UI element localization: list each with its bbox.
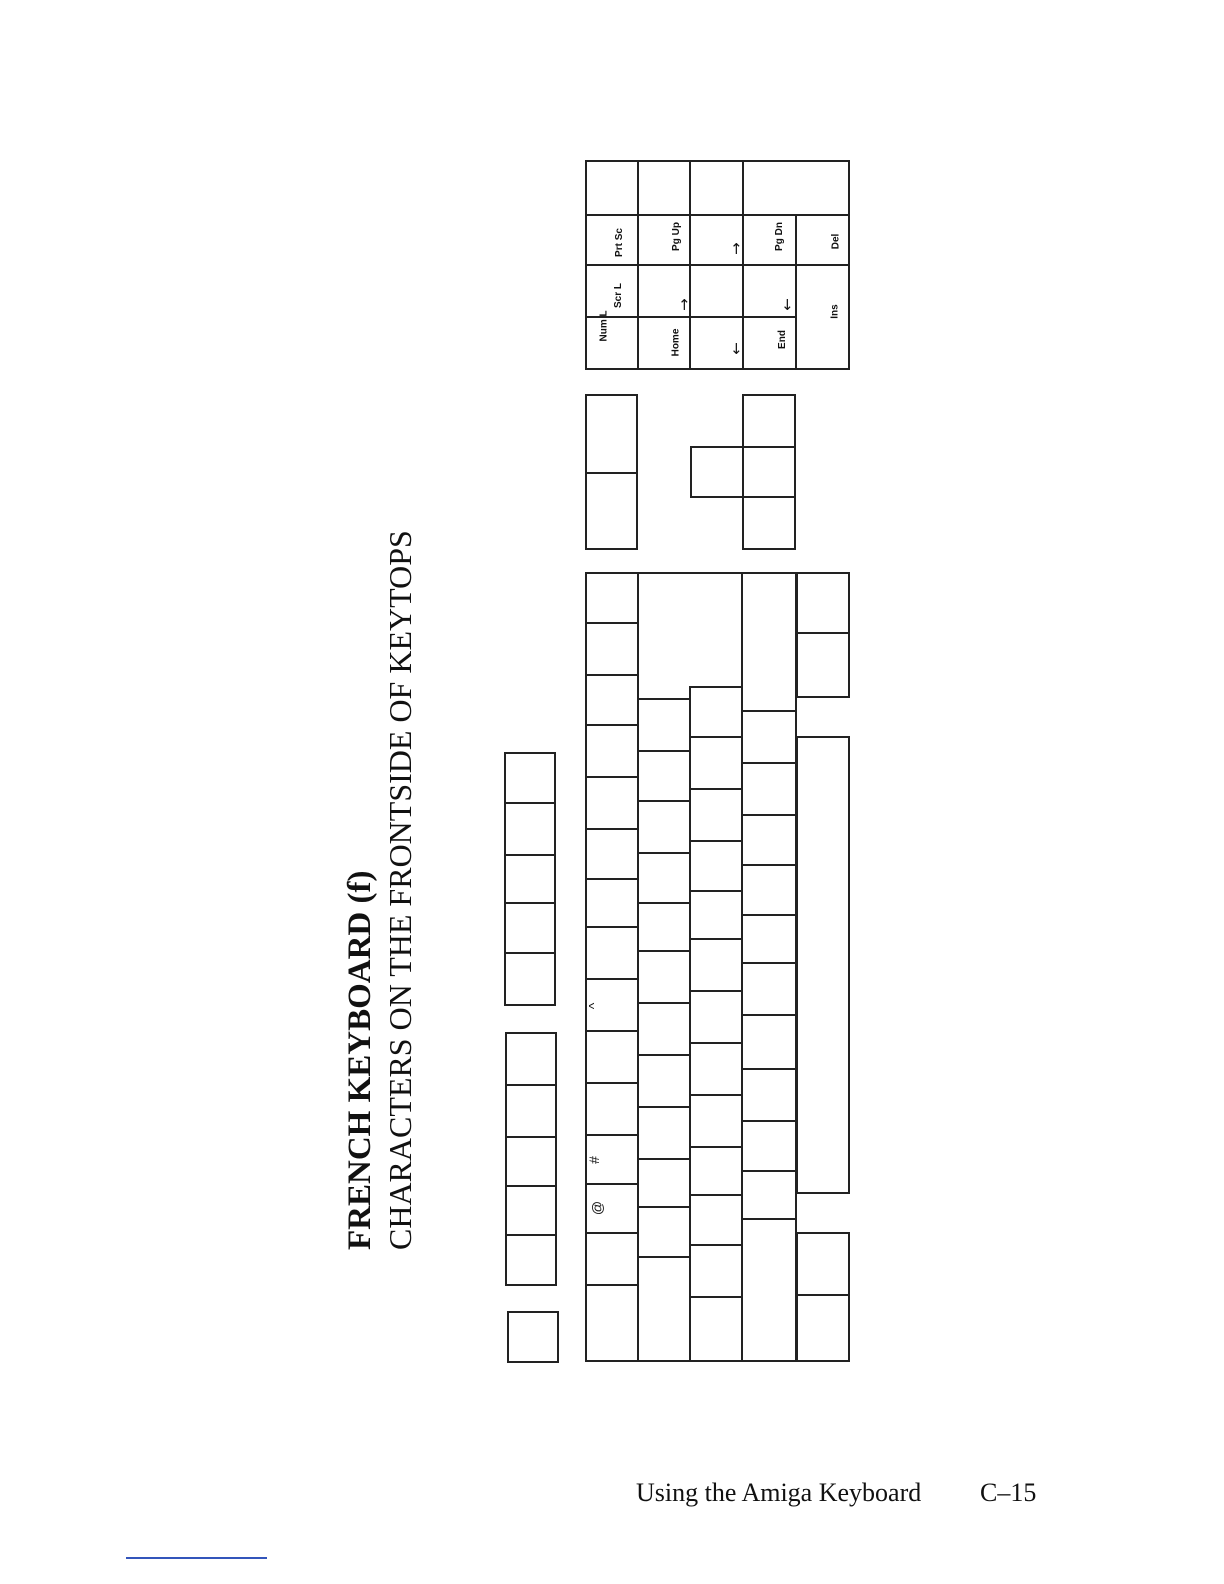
key-f2 [505,1185,557,1236]
arrow-right-icon: ↓ [781,296,794,314]
key-row1-9 [585,878,639,928]
key-row4-8 [741,814,797,866]
key-f1 [505,1234,557,1286]
key-f6 [504,952,556,1006]
key-char-at: @ [589,1200,606,1216]
key-space [796,736,850,1194]
key-row1-11 [585,776,639,830]
key-row2-11 [637,698,691,752]
key-row3-5 [689,990,743,1044]
key-row1-10 [585,828,639,880]
key-row3-6 [689,938,743,992]
key-row1-12 [585,724,639,778]
key-np-top-3 [689,160,744,216]
footer-section-title: Using the Amiga Keyboard [636,1478,922,1507]
label-del: Del [830,233,842,250]
key-row2-8 [637,852,691,904]
title-line-1: FRENCH KEYBOARD (f) [342,870,378,1250]
key-f7 [504,902,556,954]
key-row5-ramiga [796,632,850,698]
key-row2-4 [637,1054,691,1108]
key-row4-9 [741,762,797,816]
key-row2-10 [637,750,691,802]
key-np-ins [795,264,850,370]
label-pg-dn: Pg Dn [773,222,785,251]
key-np-pgdn [742,214,797,266]
key-np-scrlock [585,264,639,318]
key-row4-rshift [741,572,797,712]
key-row4-4 [741,1014,797,1070]
key-row3-9 [689,788,743,842]
label-ins: Ins [829,304,841,319]
key-row1-6 [585,1030,639,1084]
key-f8 [504,854,556,904]
key-row4-1 [741,1170,797,1220]
key-np-numlock [585,316,639,370]
page-title [340,530,420,1250]
key-f10 [504,752,556,804]
key-row1-2 [585,1232,639,1286]
key-np-home [637,316,691,370]
key-f9 [504,802,556,856]
key-row5-lalt [796,1294,850,1362]
key-row3-8 [689,840,743,892]
key-f3 [505,1136,557,1187]
key-row2-7 [637,902,691,952]
key-np-pgup [637,214,691,266]
key-row1-8 [585,926,639,980]
key-row3-1 [689,1194,743,1246]
key-row3-4 [689,1042,743,1096]
label-pg-up: Pg Up [670,222,682,251]
key-np-5 [689,264,744,318]
key-np-end [742,316,797,370]
arrow-down-icon: ↓ [730,340,743,358]
key-f4 [505,1084,557,1138]
key-arrow-down [742,446,796,498]
key-row3-2 [689,1146,743,1196]
key-np-prtsc [585,214,639,266]
key-row3-10 [689,736,743,790]
key-row1-14 [585,622,639,676]
key-row4-3 [741,1068,797,1122]
key-row2-3 [637,1106,691,1160]
key-row4-6 [741,914,797,964]
key-f5 [505,1032,557,1086]
key-del [585,472,638,550]
arrow-up-icon: ↑ [730,240,743,258]
key-np-top-4 [742,160,850,216]
key-row4-lshift [741,1218,797,1362]
arrow-left-icon: ↑ [678,296,691,314]
key-arrow-right [742,394,796,448]
key-row3-11 [689,686,743,738]
key-return-lower [689,572,744,688]
key-row3-ctrl [689,1296,743,1362]
key-arrow-left [742,496,796,550]
key-row5-ralt [796,572,850,634]
key-row2-6 [637,950,691,1004]
key-np-top-1 [585,160,639,216]
key-row5-lamiga [796,1232,850,1296]
label-home: Home [670,328,682,357]
key-row4-10 [741,710,797,764]
key-row2-tab [637,1256,691,1362]
key-char-caret: ^ [585,1002,602,1010]
key-row1-1 [585,1284,639,1362]
key-row4-2 [741,1120,797,1172]
key-row3-7 [689,890,743,940]
key-row3-3 [689,1094,743,1148]
key-row2-12 [637,646,691,700]
key-esc [507,1311,559,1363]
key-arrow-up [690,446,744,498]
key-row3-caps [689,1244,743,1298]
key-row4-7 [741,864,797,916]
label-prt-sc: Prt Sc [613,228,625,257]
key-row1-15 [585,572,639,624]
key-row2-5 [637,1002,691,1056]
key-char-hash: # [585,1156,602,1164]
label-scr-lock: Scr L [613,282,625,309]
key-row2-2 [637,1158,691,1208]
key-row2-1 [637,1206,691,1258]
key-row2-9 [637,800,691,854]
key-np-del [795,214,850,266]
key-np-top-2 [637,160,691,216]
blue-rule [126,1557,267,1559]
title-line-2: CHARACTERS ON THE FRONTSIDE OF KEYTOPS [382,530,418,1250]
label-end: End [776,330,788,349]
key-row4-5 [741,962,797,1016]
key-row1-13 [585,674,639,726]
footer-page-number: C–15 [980,1478,1037,1507]
key-help [585,394,638,474]
key-row1-5 [585,1082,639,1136]
